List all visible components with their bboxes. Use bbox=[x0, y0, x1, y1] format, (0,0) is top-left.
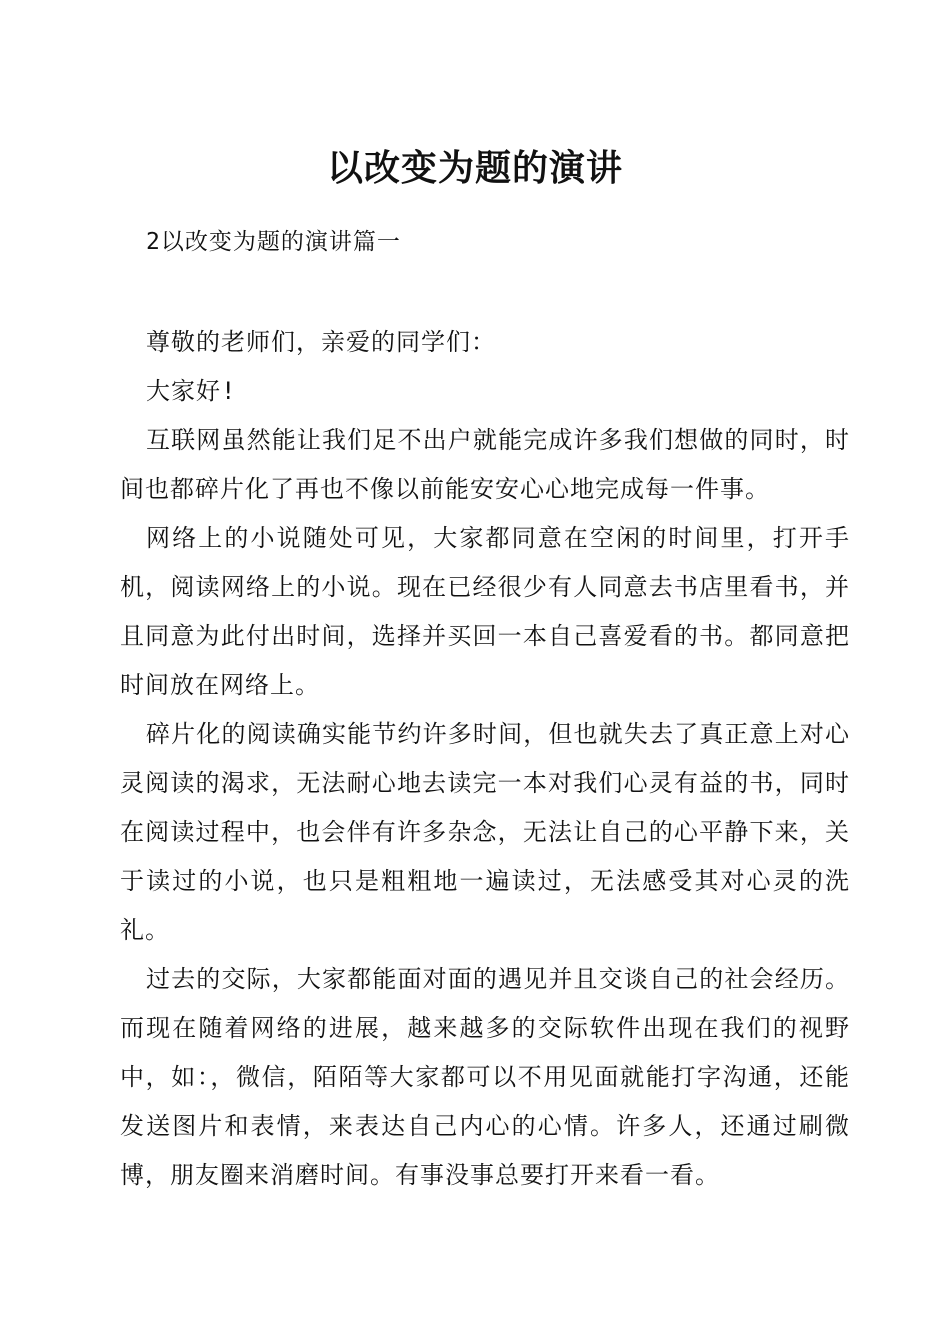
paragraph: 过去的交际，大家都能面对面的遇见并且交谈自己的社会经历。而现在随着网络的进展，越来越多的交际软件出现在我们的视野中，如：，微信，陌陌等大家都可以不用见面就能打字沟通，还能发送图片和表情，来表达自己内心的心情。许多人，还通过刷微博，朋友圈来消磨时间。有事没事总要打开来看一看。 bbox=[120, 965, 850, 1189]
paragraph-salutation: 尊敬的老师们，亲爱的同学们： bbox=[146, 328, 496, 356]
document-body bbox=[120, 318, 850, 1200]
paragraph: 网络上的小说随处可见，大家都同意在空闲的时间里，打开手机，阅读网络上的小说。现在已经很少有人同意去书店里看书，并且同意为此付出时间，选择并买回一本自己喜爱看的书。都同意把时间放在网络上。 bbox=[120, 524, 850, 699]
paragraph: 互联网虽然能让我们足不出户就能完成许多我们想做的同时，时间也都碎片化了再也不像以前能安安心心地完成每一件事。 bbox=[120, 426, 850, 503]
paragraph-greeting: 大家好! bbox=[146, 377, 237, 405]
paragraph: 碎片化的阅读确实能节约许多时间，但也就失去了真正意上对心灵阅读的渴求，无法耐心地去读完一本对我们心灵有益的书，同时在阅读过程中，也会伴有许多杂念，无法让自己的心平静下来，关于读过的小说，也只是粗粗地一遍读过，无法感受其对心灵的洗礼。 bbox=[120, 720, 850, 944]
document-title: 以改变为题的演讲 bbox=[326, 147, 623, 189]
document-subtitle: 2以改变为题的演讲篇一 bbox=[146, 229, 401, 255]
